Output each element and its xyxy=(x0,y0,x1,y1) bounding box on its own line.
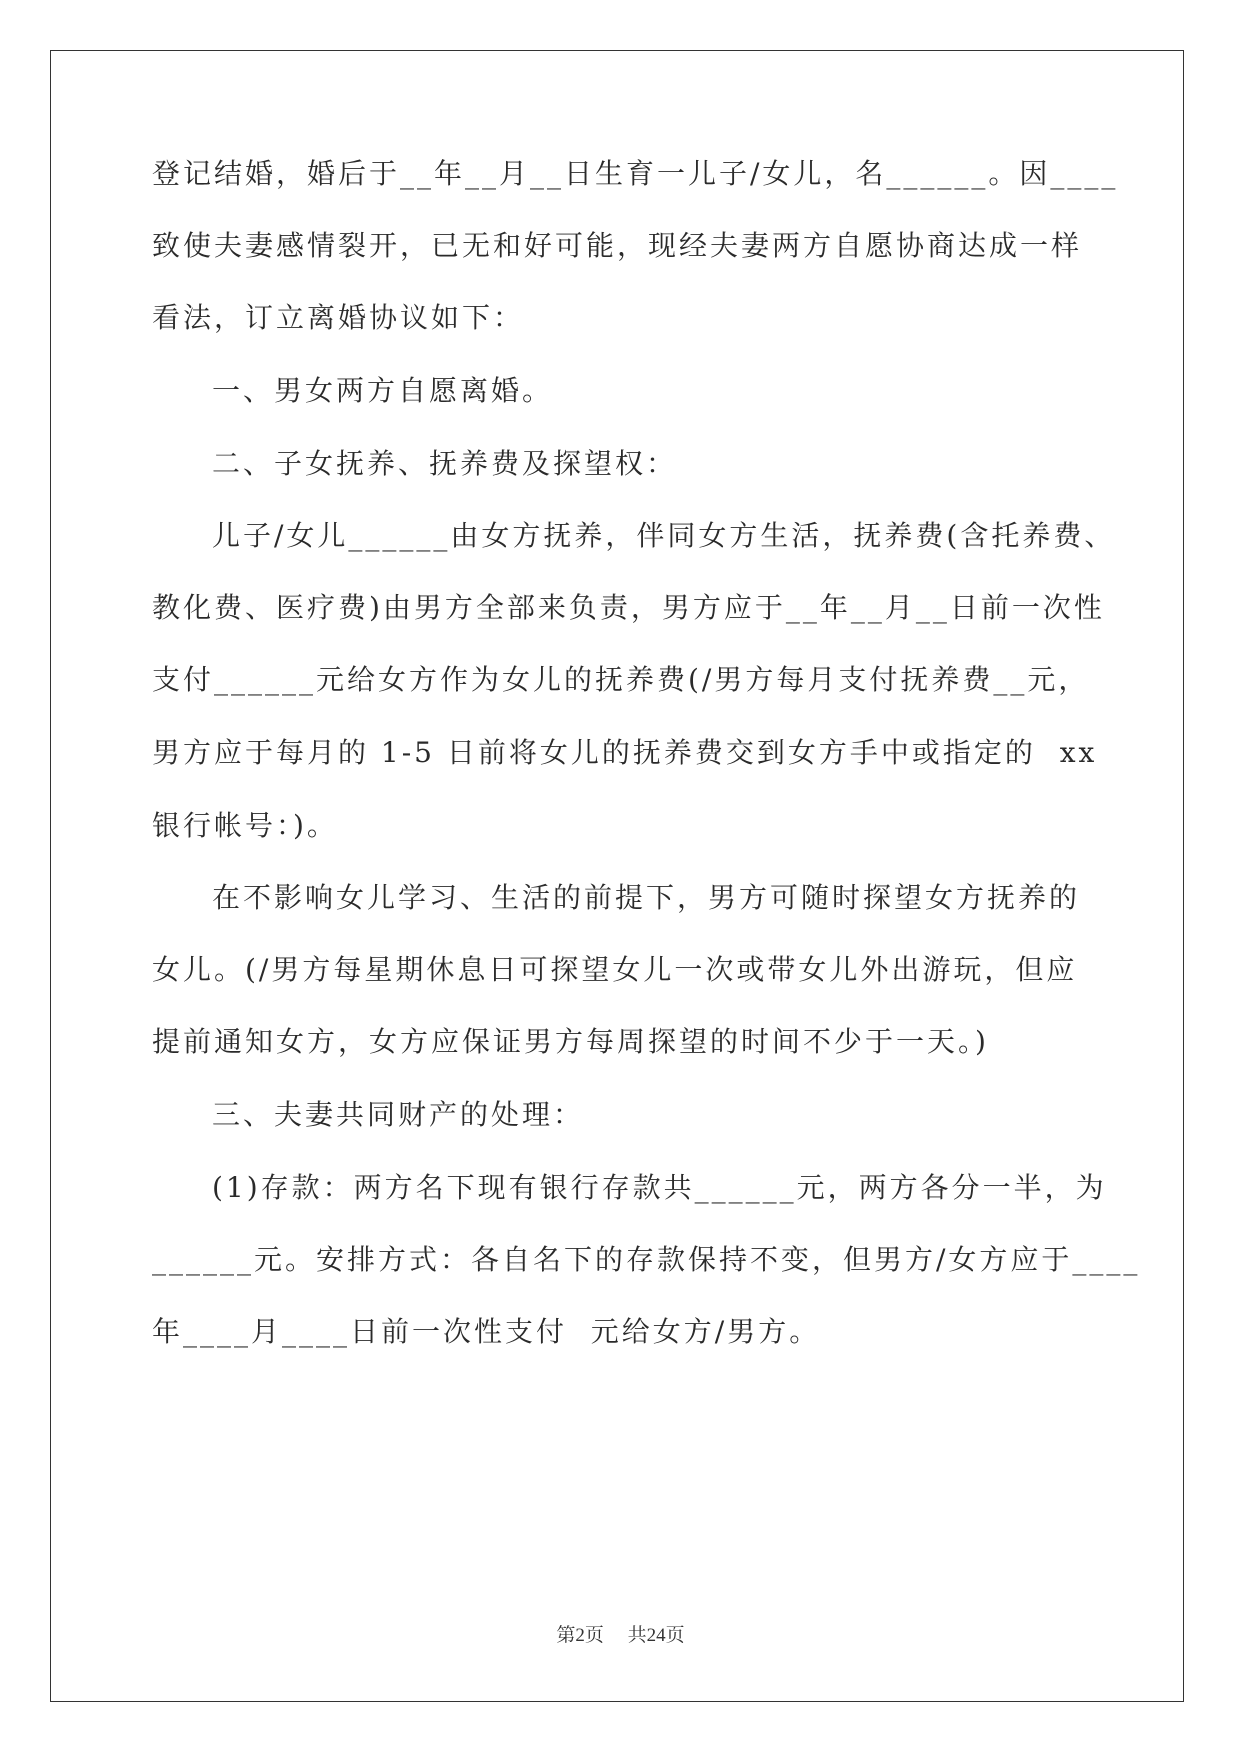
page-total: 共24页 xyxy=(627,1625,685,1646)
text-line-15: (1)存款：两方名下现有银行存款共______元，两方各分一半，为 xyxy=(212,1171,1107,1204)
text-line-1: 登记结婚，婚后于__年__月__日生育一儿子/女儿，名______。因____ xyxy=(152,157,1119,190)
text-line-6: 儿子/女儿______由女方抚养，伴同女方生活，抚养费(含托养费、 xyxy=(212,519,1116,552)
text-line-8: 支付______元给女方作为女儿的抚养费(/男方每月支付抚养费__元， xyxy=(152,663,1090,696)
text-line-17: 年____月____日前一次性支付 元给女方/男方。 xyxy=(152,1315,821,1348)
text-line-11: 在不影响女儿学习、生活的前提下，男方可随时探望女方抚养的 xyxy=(212,881,1081,914)
text-line-16: ______元。安排方式：各自名下的存款保持不变，但男方/女方应于____ xyxy=(152,1243,1141,1276)
text-line-10: 银行帐号：)。 xyxy=(152,809,338,842)
text-line-9: 男方应于每月的 1-5 日前将女儿的抚养费交到女方手中或指定的 xx xyxy=(152,736,1098,769)
text-line-13: 提前通知女方，女方应保证男方每周探望的时间不少于一天。) xyxy=(152,1025,989,1058)
page-number: 第2页 xyxy=(556,1625,604,1646)
text-line-3: 看法，订立离婚协议如下： xyxy=(152,301,525,334)
text-line-12: 女儿。(/男方每星期休息日可探望女儿一次或带女儿外出游玩，但应 xyxy=(152,953,1078,986)
section-heading-2: 二、子女抚养、抚养费及探望权： xyxy=(212,447,678,480)
page-footer xyxy=(0,1620,1241,1647)
text-line-2: 致使夫妻感情裂开，已无和好可能，现经夫妻两方自愿协商达成一样 xyxy=(152,229,1083,262)
section-heading-1: 一、男女两方自愿离婚。 xyxy=(212,374,554,407)
text-line-7: 教化费、医疗费)由男方全部来负责，男方应于__年__月__日前一次性 xyxy=(152,591,1105,624)
section-heading-3: 三、夫妻共同财产的处理： xyxy=(212,1098,585,1131)
